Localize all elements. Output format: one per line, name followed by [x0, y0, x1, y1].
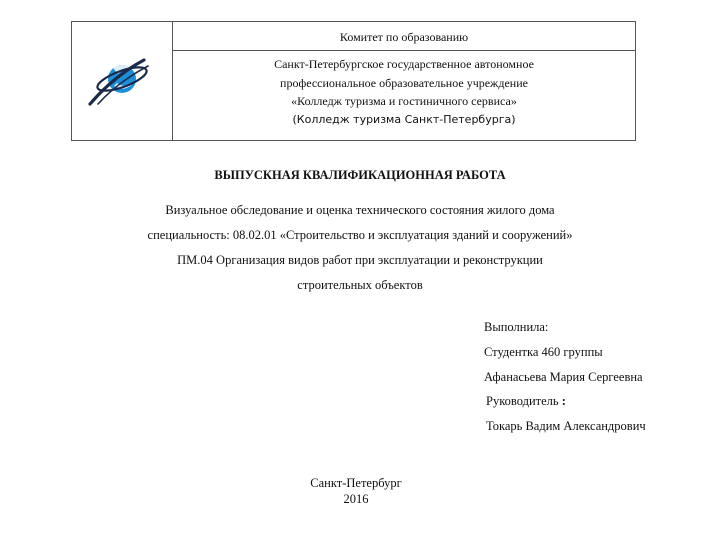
document-title: ВЫПУСКНАЯ КВАЛИФИКАЦИОННАЯ РАБОТА [214, 168, 506, 182]
work-topic: Визуальное обследование и оценка технического состояния жилого дома [165, 203, 555, 217]
organization-block [173, 55, 635, 129]
specialty: специальность: 08.02.01 «Строительство и эксплуатация зданий и сооружений» [147, 228, 573, 242]
module-line: строительных объектов [297, 278, 423, 292]
supervisor-name: Токарь Вадим Александрович [486, 419, 646, 433]
college-logo-icon [84, 54, 160, 110]
org-name-line: «Колледж туризма и гостиничного сервиса» [291, 94, 517, 108]
student-group: Студентка 460 группы [484, 345, 603, 359]
student-name: Афанасьева Мария Сергеевна [484, 370, 643, 384]
org-name-line: Санкт-Петербургское государственное автономное [274, 57, 534, 71]
city: Санкт-Петербург [310, 476, 402, 490]
supervisor-label [486, 394, 566, 409]
org-short-name: (Колледж туризма Санкт-Петербурга) [292, 112, 516, 126]
supervisor-colon: : [558, 394, 566, 408]
year: 2016 [343, 492, 369, 506]
org-name-line: профессиональное образовательное учреждение [280, 75, 528, 90]
logo-cell [72, 22, 173, 140]
module-line: ПМ.04 Организация видов работ при эксплуатации и реконструкции [177, 253, 543, 267]
committee-name: Комитет по образованию [173, 22, 635, 51]
header-table [71, 21, 636, 141]
performed-label: Выполнила: [484, 320, 549, 334]
supervisor-label-text: Руководитель [486, 394, 559, 408]
